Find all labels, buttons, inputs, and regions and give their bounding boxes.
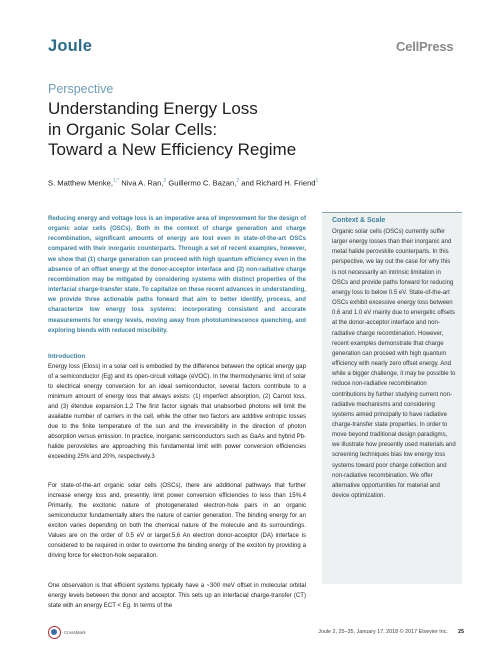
citation-text: Joule 2, 25–35, January 17, 2018 © 2017 Elsevier Inc. — [318, 629, 448, 635]
journal-logo: Joule — [48, 37, 93, 55]
section-heading: Introduction — [48, 353, 86, 360]
author-name[interactable]: Guillermo C. Bazan, — [168, 178, 237, 188]
crossmark-icon — [48, 626, 61, 639]
publisher-logo: CellPress — [396, 39, 454, 54]
author-list — [48, 178, 468, 188]
body-paragraph: One observation is that efficient systems typically have a ~300 meV offset in molecular orbital energy levels between the donor and acceptor. This sets up an interfacial charge-transfer (CT) state with an energy ECT < Eg. In terms of the — [48, 583, 306, 609]
footer-citation — [318, 629, 464, 635]
section-label: Perspective — [48, 82, 114, 96]
author-name[interactable]: Niva A. Ran, — [121, 178, 164, 188]
body-paragraph: For state-of-the-art organic solar cells (OSCs), there are additional pathways that further increase energy loss and, presently, limit power conversion efficiencies to less than 15%.4 Primarily, the excitonic nature of photogenerated electron-hole pairs in an organic semiconductor fundamentally alters the nature of carrier generation. The binding energy for an exciton varies depending on both the chemical nature of the molecule and its surroundings. Values are on the order of 0.5 eV or larger.5,6 An electron donor-acceptor (DA) interface is considered to be required in order to overcome the binding energy of the exciton by providing a driving force for electron-hole separation. — [48, 483, 306, 559]
author-affiliation: 1 — [315, 178, 319, 184]
author-affiliation: 1,* — [113, 178, 120, 184]
author-affiliation: 2 — [236, 178, 240, 184]
sidebar-text: Organic solar cells (OSCs) currently suffer larger energy losses than their inorganic and metal halide perovskite counterparts. In this perspective, we lay out the case for why this is not necessarily an intrinsic limitation in OSCs and provide paths forward for reducing energy loss to below 0.5 eV. State-of-the-art OSCs exhibit excessive energy loss between 0.6 and 1.0 eV mainly due to energetic offsets at the donor-acceptor interface and non-radiative charge recombination. However, recent examples demonstrate that charge generation can proceed with high quantum efficiency with nearly zero offset energy. And while a bigger challenge, it may be possible to reduce non-radiative recombination contributions by further studying current non-radiative mechanisms and considering systems aimed principally to have radiative charge-transfer state properties. In order to move beyond traditional design paradigms, we illustrate how presently used materials and screening techniques bias low energy loss systems toward poor charge collection and non-radiative recombination. We offer alternative opportunities for material and device optimization. — [332, 229, 456, 500]
sidebar-title: Context & Scale — [332, 217, 386, 224]
article-title — [48, 99, 378, 161]
context-scale-box — [322, 212, 462, 584]
author-name[interactable]: S. Matthew Menke, — [48, 178, 113, 188]
author-affiliation: 2 — [163, 178, 167, 184]
title-line: Toward a New Efficiency Regime — [48, 140, 297, 159]
abstract: Reducing energy and voltage loss is an imperative area of improvement for the design of organic solar cells (OSCs). Both in the context of charge generation and charge recombination, significant amounts of energy are lost even in state-of-the-art OSCs compared with their inorganic counterparts. Through a set of recent examples, however, we show that (1) charge generation can proceed with high quantum efficiency even in the absence of an offset energy at the donor-acceptor interface and (2) non-radiative charge recombination may be mitigated by considering systems with distinct properties of the interfacial charge-transfer state. To capitalize on these recent advances in understanding, we provide three actionable paths forward that aim to better identify, process, and characterize low energy loss systems: incorporating consistent and accurate measurements for energy levels, moving away from photoluminescence quenching, and exploring blends with reduced miscibility. — [48, 216, 306, 334]
author-name[interactable]: and Richard H. Friend — [241, 178, 316, 188]
title-line: Understanding Energy Loss — [48, 99, 258, 118]
crossmark-label: CrossMark — [64, 630, 86, 635]
title-line: in Organic Solar Cells: — [48, 119, 218, 139]
body-paragraph: Energy loss (Eloss) in a solar cell is embodied by the difference between the optical energy gap of a semiconductor (Eg) and its open-circuit voltage (eVOC). In the thermodynamic limit of solar to electrical energy conversion for an ideal semiconductor, several factors contribute to a minimum amount of energy loss that always exists: (1) imperfect absorption, (2) Carnot loss, and (3) étendue expansion.1,2 The first factor signals that unabsorbed photons will limit the available number of carriers in the cell, while the other two factors are additive entropic losses due to the finite temperature of the sun and the irreversibility in the direction of photon absorption versus emission. In practice, inorganic semiconductors such as GaAs and hybrid Pb-halide perovskites are approaching this fundamental limit with power conversion efficiencies exceeding 25% and 20%, respectively.3 — [48, 364, 306, 460]
crossmark-logo[interactable] — [48, 626, 86, 639]
page-number: 25 — [458, 629, 464, 635]
